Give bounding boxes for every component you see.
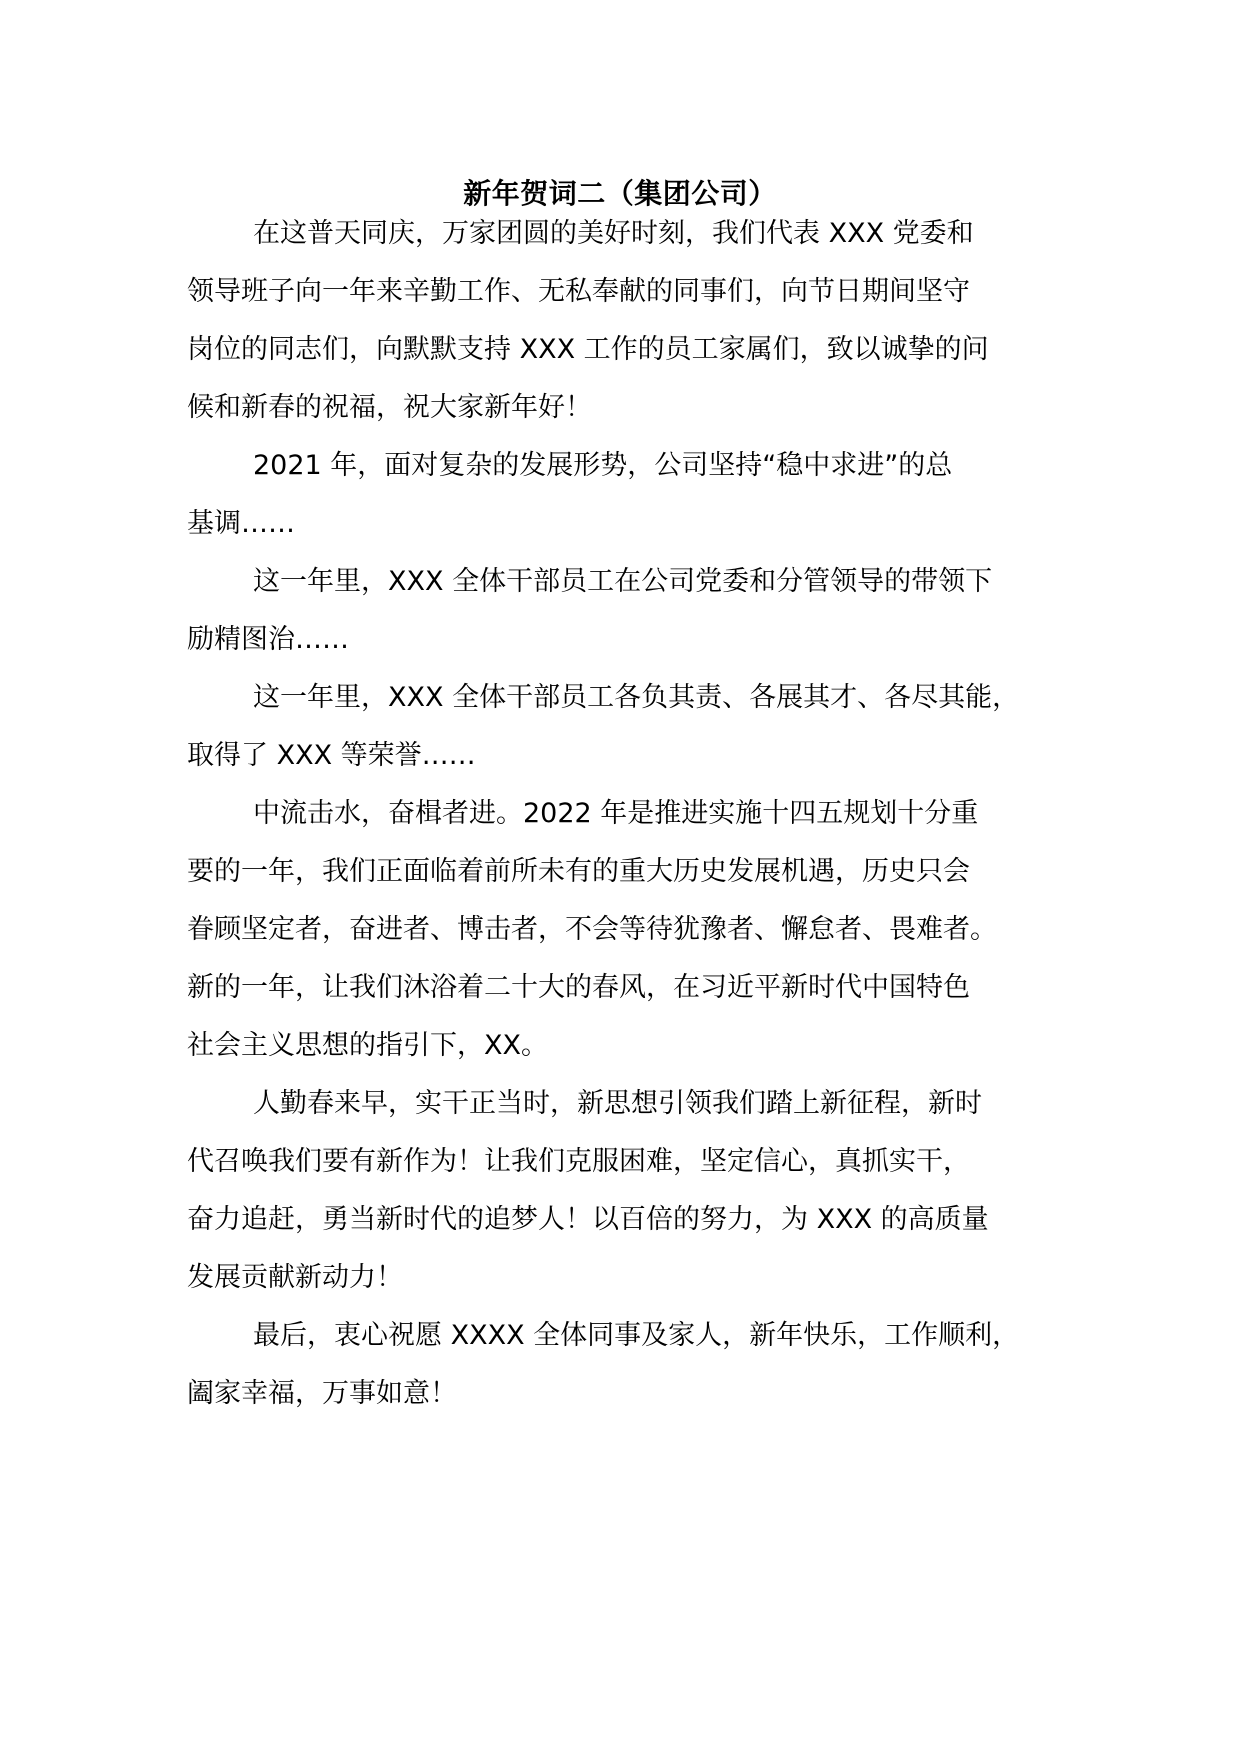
paragraph-6-line-2: 代召唤我们要有新作为！让我们克服困难，坚定信心，真抓实干，: [187, 1146, 970, 1177]
paragraph-6-line-1: 人勤春来早，实干正当时，新思想引领我们踏上新征程，新时: [253, 1088, 982, 1119]
paragraph-5-line-1: 中流击水，奋楫者进。2022 年是推进实施十四五规划十分重: [253, 798, 979, 829]
paragraph-2-line-2: 基调……: [187, 508, 295, 539]
paragraph-1-line-3: 岗位的同志们，向默默支持 XXX 工作的员工家属们，致以诚挚的问: [187, 334, 989, 365]
paragraph-1-line-1: 在这普天同庆，万家团圆的美好时刻，我们代表 XXX 党委和: [253, 218, 974, 249]
paragraph-5-line-3: 眷顾坚定者，奋进者、博击者，不会等待犹豫者、懈怠者、畏难者。: [187, 914, 997, 945]
paragraph-4-line-1: 这一年里，XXX 全体干部员工各负其责、各展其才、各尽其能，: [253, 682, 1020, 713]
paragraph-6-line-3: 奋力追赶，勇当新时代的追梦人！以百倍的努力，为 XXX 的高质量: [187, 1204, 989, 1235]
paragraph-5-line-2: 要的一年，我们正面临着前所未有的重大历史发展机遇，历史只会: [187, 856, 970, 887]
paragraph-4-line-2: 取得了 XXX 等荣誉……: [187, 740, 476, 771]
paragraph-5-line-5: 社会主义思想的指引下，XX。: [187, 1030, 548, 1061]
paragraph-1-line-2: 领导班子向一年来辛勤工作、无私奉献的同事们，向节日期间坚守: [187, 276, 970, 307]
paragraph-7-line-1: 最后，衷心祝愿 XXXX 全体同事及家人，新年快乐，工作顺利，: [253, 1320, 1020, 1351]
paragraph-6-line-4: 发展贡献新动力！: [187, 1262, 403, 1293]
paragraph-3-line-1: 这一年里，XXX 全体干部员工在公司党委和分管领导的带领下: [253, 566, 993, 597]
paragraph-3-line-2: 励精图治……: [187, 624, 349, 655]
paragraph-7-line-2: 阖家幸福，万事如意！: [187, 1378, 457, 1409]
paragraph-2-line-1: 2021 年，面对复杂的发展形势，公司坚持“稳中求进”的总: [253, 450, 953, 481]
paragraph-1-line-4: 候和新春的祝福，祝大家新年好！: [187, 392, 592, 423]
document-title: 新年贺词二（集团公司）: [463, 177, 777, 210]
paragraph-5-line-4: 新的一年，让我们沐浴着二十大的春风，在习近平新时代中国特色: [187, 972, 970, 1003]
